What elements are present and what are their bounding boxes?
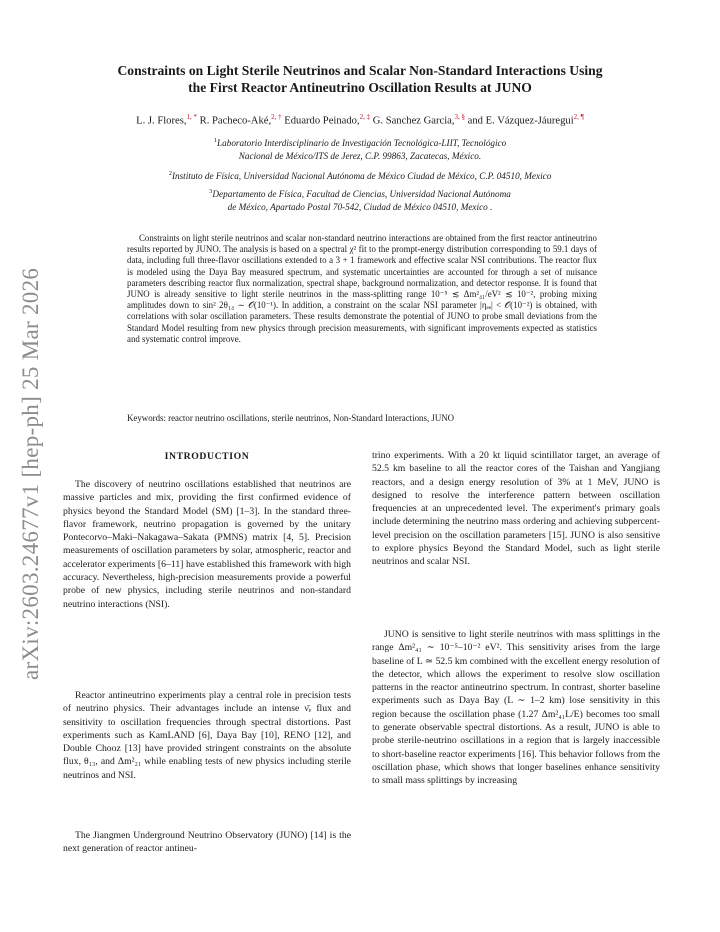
affiliation-number: 3 bbox=[209, 188, 213, 195]
affiliation-2 bbox=[60, 168, 660, 183]
affiliation-3 bbox=[60, 186, 660, 213]
affiliation-text: Instituto de Física, Universidad Nacional Autónoma de México Ciudad de México, C.P. 04510, Mexico bbox=[171, 171, 552, 182]
title-line-1: Constraints on Light Sterile Neutrinos and Scalar Non-Standard Interactions Using bbox=[117, 63, 603, 78]
author-name: G. Sanchez Garcia, bbox=[372, 115, 455, 127]
intro-right-paragraph-1: trino experiments. With a 20 kt liquid scintillator target, an average of 52.5 km baseline to all the reactor cores of the Taishan and Yangjiang reactors, and a design energy resolution of 3% at 1 MeV, JUNO is designed to resolve the interference pattern between oscillation frequencies at an unprecedented level. The experiment's primary goals include determining the neutrino mass ordering and achieving subpercent-level precision on the oscillation parameters [15]. JUNO is also sensitive to explore physics Beyond the Standard Model, such as light sterile neutrinos and scalar NSI. bbox=[372, 450, 660, 568]
affiliation-number: 1 bbox=[213, 137, 218, 144]
author-name: Eduardo Peinado, bbox=[284, 115, 360, 127]
affiliation-number: 2 bbox=[168, 170, 172, 177]
affiliation-text: Laboratorio Interdisciplinario de Investigación Tecnológica-LIIT, Tecnológico bbox=[217, 138, 507, 149]
author-name: and E. Vázquez-Jáuregui bbox=[467, 115, 574, 127]
paper-title bbox=[60, 62, 660, 96]
keywords: Keywords: reactor neutrino oscillations, sterile neutrinos, Non-Standard Interactions, JUNO bbox=[127, 413, 455, 423]
arxiv-identifier-stamp: arXiv:2603.24677v1 [hep-ph] 25 Mar 2026 bbox=[18, 267, 43, 680]
intro-left-paragraph-2: Reactor antineutrino experiments play a central role in precision tests of neutrino physics. Their advantages include an intense ν̄ₑ flux and sensitivity to oscillation frequencies through spectral distortions. Past experiments such as KamLAND [6], Daya Bay [10], RENO [12], and Double Chooz [13] have provided stringent constraints on the absolute flux, θ₁₃, and Δm²₂₁ while enabling tests of new physics including sterile neutrinos and NSI. bbox=[63, 690, 351, 781]
author-affiliation-mark[interactable]: 3, § bbox=[454, 113, 466, 121]
affiliation-1 bbox=[60, 135, 660, 162]
author-name: R. Pacheco-Aké, bbox=[199, 115, 272, 127]
section-heading-introduction: INTRODUCTION bbox=[164, 451, 250, 462]
affiliation-text: de México, Apartado Postal 70-542, Ciudad de México 04510, Mexico . bbox=[227, 201, 493, 212]
title-line-2: the First Reactor Antineutrino Oscillation Results at JUNO bbox=[188, 80, 532, 95]
intro-right-paragraph-2: JUNO is sensitive to light sterile neutrinos with mass splittings in the range Δm²₄₁ ∼ 10⁻⁵–10⁻² eV². This sensitivity arises from the large baseline of L ≃ 52.5 km combined with the excellent energy resolution of the detector, which allows the experiment to resolve slow oscillation patterns in the reactor antineutrino spectrum. In contrast, shorter baseline experiments such as Daya Bay (L ∼ 1–2 km) lose sensitivity in this region because the oscillation phase (1.27 Δm²₄₁L/E) becomes too small to generate observable spectral distortions. As a result, JUNO is able to probe sterile-neutrino oscillations in a region that is largely inaccessible to short-baseline reactor experiments [16]. This behavior follows from the oscillation phase, which shows that longer baselines enhance sensitivity to small mass splittings by increasing bbox=[372, 629, 660, 787]
abstract: Constraints on light sterile neutrinos and scalar non-standard neutrino interactions are obtained from the first reactor antineutrino results reported by JUNO. The analysis is based on a spectral χ² fit to the prompt-energy distribution corresponding to 59.1 days of data, including full three-flavor oscillations extended to a 3 + 1 framework and effective scalar NSI contributions. The reactor flux is modeled using the Daya Bay measured spectrum, and systematic uncertainties are accounted for through a set of nuisance parameters describing reactor flux normalization, spectral shape, background normalization, and detector response. It is found that JUNO is already sensitive to light sterile neutrinos in the mass-splitting range 10⁻⁵ ≲ Δm²₄₁/eV² ≲ 10⁻², probing mixing amplitudes down to sin² 2θ₁₄ ∼ 𝒪(10⁻¹). In addition, a constraint on the scalar NSI parameter |ηₑₑ| < 𝒪(10⁻²) is obtained, with correlations with solar oscillation parameters. These results demonstrate the potential of JUNO to probe small deviations from the Standard Model resulting from new physics through precision measurements, with significant improvements expected as statistics and systematic control improve. bbox=[127, 233, 597, 344]
author-list bbox=[60, 110, 660, 129]
intro-left-paragraph-3: The Jiangmen Underground Neutrino Observatory (JUNO) [14] is the next generation of reactor antineu- bbox=[63, 830, 351, 855]
author-affiliation-mark[interactable]: 1, * bbox=[186, 113, 197, 121]
author-affiliation-mark[interactable]: 2, ¶ bbox=[573, 113, 584, 121]
author-affiliation-mark[interactable]: 2, ‡ bbox=[359, 113, 371, 121]
author-affiliation-mark[interactable]: 2, † bbox=[271, 113, 282, 121]
intro-left-paragraph-1: The discovery of neutrino oscillations established that neutrinos are massive particles and mix, providing the first confirmed evidence of physics beyond the Standard Model (SM) [1–3]. In the standard three-flavor framework, neutrino propagation is governed by the unitary Pontecorvo–Maki–Nakagawa–Sakata (PMNS) matrix [4, 5]. Precision measurements of oscillation parameters by solar, atmospheric, reactor and accelerator experiments [6–11] have established this framework with high accuracy. Nevertheless, high-precision measurements provide a powerful probe of new physics, including sterile neutrinos and non-standard neutrino interactions (NSI). bbox=[63, 479, 351, 610]
affiliation-text: Nacional de México/ITS de Jerez, C.P. 99863, Zacatecas, México. bbox=[238, 150, 482, 161]
author-name: L. J. Flores, bbox=[136, 115, 187, 127]
affiliation-text: Departamento de Física, Facultad de Ciencias, Universidad Nacional Autónoma bbox=[212, 189, 511, 200]
